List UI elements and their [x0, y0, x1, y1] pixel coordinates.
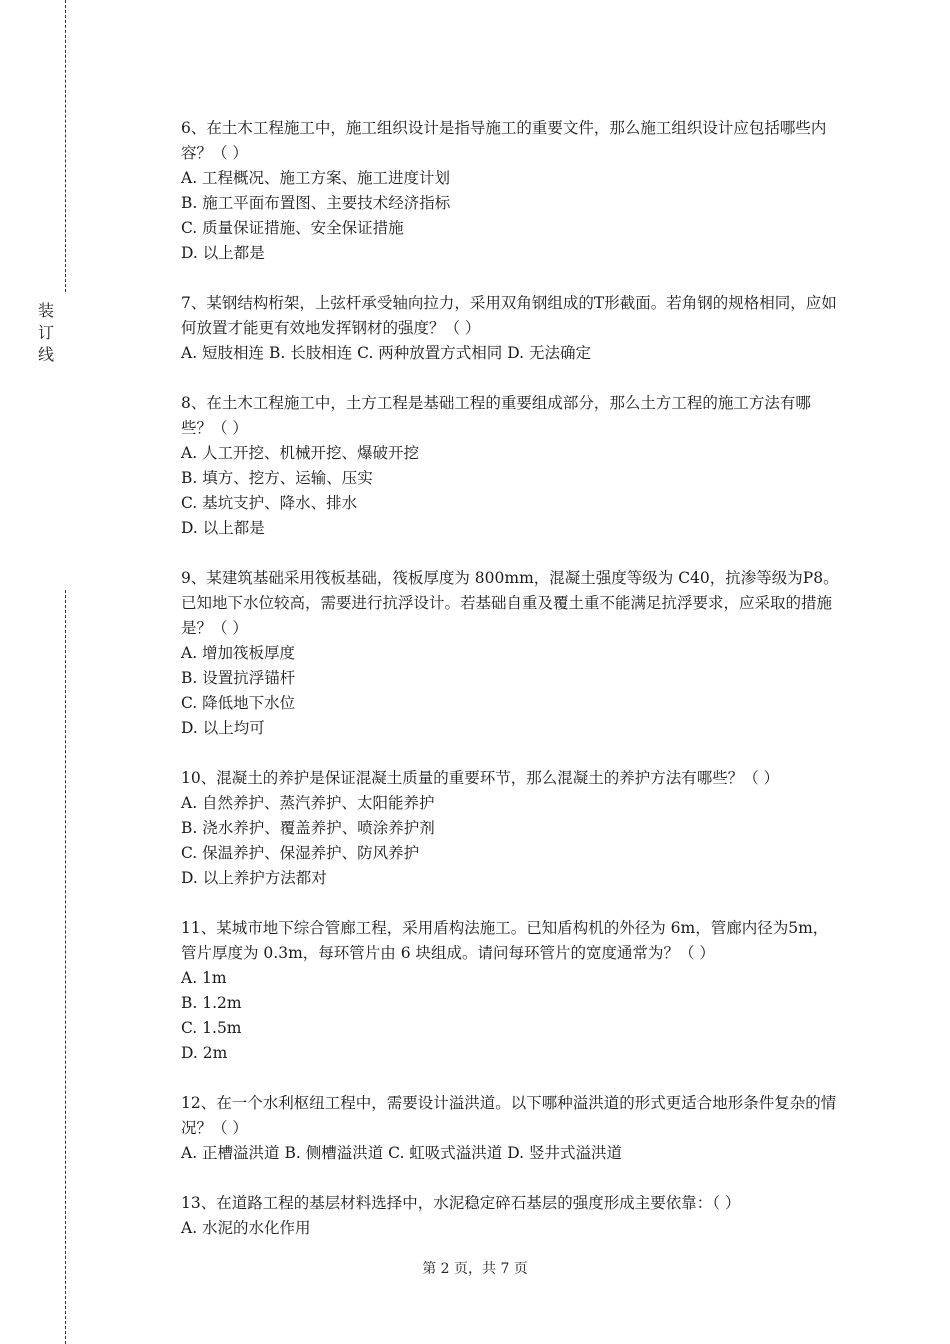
option-b: B. 设置抗浮锚杆 [181, 669, 296, 687]
option-a: A. 水泥的水化作用 [181, 1219, 311, 1237]
option-b: B. 施工平面布置图、主要技术经济指标 [181, 194, 451, 212]
question-text: 9、某建筑基础采用筏板基础，筏板厚度为 800mm，混凝土强度等级为 C40，抗渗等级为P8。已知地下水位较高，需要进行抗浮设计。若基础自重及覆土重不能满足抗浮要求，应采取的措施是？（ ） [181, 569, 839, 637]
question-7 [181, 291, 841, 366]
option-c: C. 保温养护、保湿养护、防风养护 [181, 844, 420, 862]
question-13 [181, 1191, 841, 1241]
option-row: A. 短肢相连 B. 长肢相连 C. 两种放置方式相同 D. 无法确定 [181, 344, 591, 362]
binding-label [34, 300, 58, 366]
option-a: A. 工程概况、施工方案、施工进度计划 [181, 169, 451, 187]
question-text: 12、在一个水利枢纽工程中，需要设计溢洪道。以下哪种溢洪道的形式更适合地形条件复杂的情况？（ ） [181, 1094, 837, 1137]
question-10 [181, 766, 841, 891]
option-a: A. 人工开挖、机械开挖、爆破开挖 [181, 444, 420, 462]
binding-label-char: 装 [37, 301, 54, 320]
option-c: C. 基坑支护、降水、排水 [181, 494, 358, 512]
option-c: C. 1.5m [181, 1019, 242, 1037]
question-9 [181, 566, 841, 741]
option-a: A. 自然养护、蒸汽养护、太阳能养护 [181, 794, 435, 812]
option-a: A. 1m [181, 969, 227, 987]
page-number: 第 2 页，共 7 页 [422, 1261, 528, 1277]
question-text: 10、混凝土的养护是保证混凝土质量的重要环节，那么混凝土的养护方法有哪些？（ ） [181, 769, 780, 787]
option-b: B. 填方、挖方、运输、压实 [181, 469, 373, 487]
question-text: 11、某城市地下综合管廊工程，采用盾构法施工。已知盾构机的外径为 6m，管廊内径为5m，管片厚度为 0.3m，每环管片由 6 块组成。请问每环管片的宽度通常为？（ ） [181, 919, 829, 962]
option-d: D. 以上养护方法都对 [181, 869, 327, 887]
question-text: 13、在道路工程的基层材料选择中，水泥稳定碎石基层的强度形成主要依靠：（ ） [181, 1194, 741, 1212]
question-11 [181, 916, 841, 1066]
option-a: A. 增加筏板厚度 [181, 644, 296, 662]
option-c: C. 降低地下水位 [181, 694, 296, 712]
option-row: A. 正槽溢洪道 B. 侧槽溢洪道 C. 虹吸式溢洪道 D. 竖井式溢洪道 [181, 1144, 622, 1162]
question-6 [181, 116, 841, 266]
binding-label-char: 订 [37, 323, 54, 342]
option-c: C. 质量保证措施、安全保证措施 [181, 219, 404, 237]
option-d: D. 2m [181, 1044, 228, 1062]
question-text: 7、某钢结构桁架，上弦杆承受轴向拉力，采用双角钢组成的T形截面。若角钢的规格相同，应如何放置才能更有效地发挥钢材的强度？（ ） [181, 294, 837, 337]
option-d: D. 以上均可 [181, 719, 265, 737]
option-b: B. 浇水养护、覆盖养护、喷涂养护剂 [181, 819, 435, 837]
binding-line-bottom [65, 590, 66, 1344]
option-d: D. 以上都是 [181, 519, 265, 537]
question-8 [181, 391, 841, 541]
binding-label-char: 线 [37, 345, 54, 364]
option-b: B. 1.2m [181, 994, 242, 1012]
option-d: D. 以上都是 [181, 244, 265, 262]
question-12 [181, 1091, 841, 1166]
binding-line-top [65, 0, 66, 292]
question-text: 6、在土木工程施工中，施工组织设计是指导施工的重要文件，那么施工组织设计应包括哪些内容？（ ） [181, 119, 827, 162]
question-list [181, 116, 841, 1266]
question-text: 8、在土木工程施工中，土方工程是基础工程的重要组成部分，那么土方工程的施工方法有哪些？（ ） [181, 394, 811, 437]
